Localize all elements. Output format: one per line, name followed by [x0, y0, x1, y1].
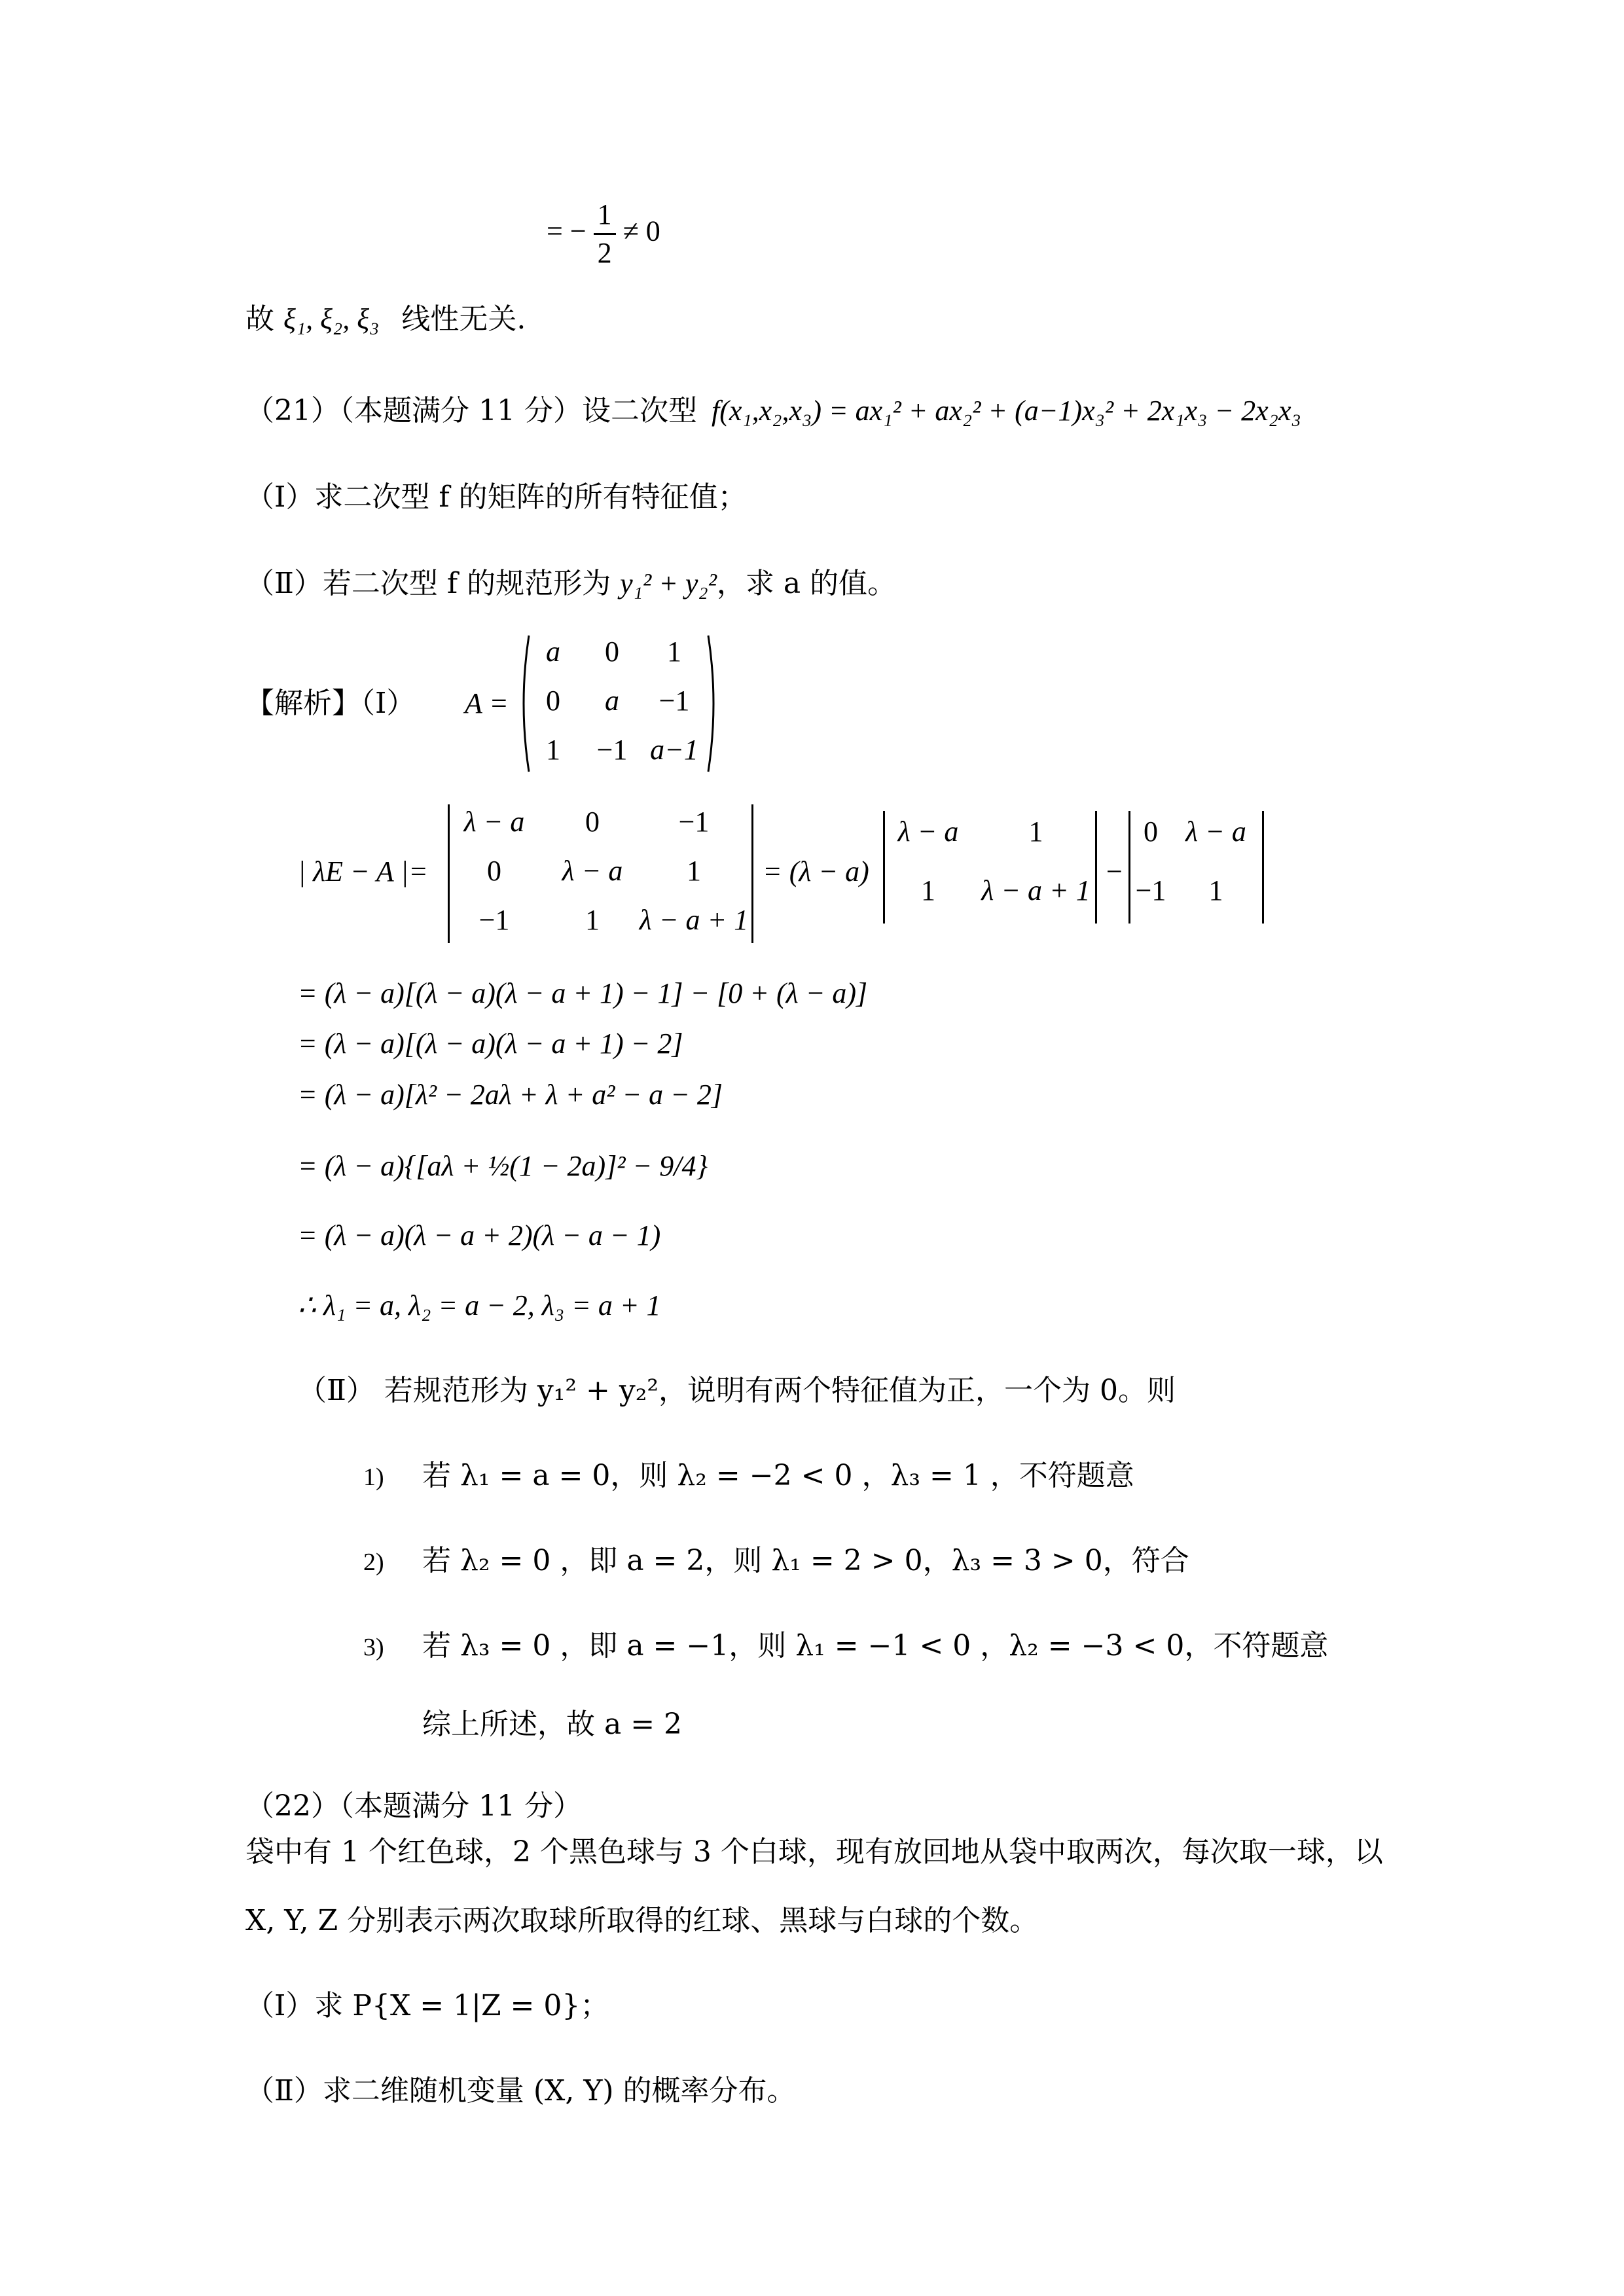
minor1-cell: λ − a + 1 — [981, 874, 1091, 906]
conclusion-vars: ξ₁, ξ₂, ξ₃ — [283, 303, 380, 335]
q22-line1: 袋中有 1 个红色球，2 个黑色球与 3 个白球，现有放回地从袋中取两次，每次取一球，以 — [245, 1835, 1383, 1869]
step-line: = (λ − a)[(λ − a)(λ − a + 1) − 2] — [298, 1028, 683, 1060]
det-cell: λ − a + 1 — [639, 904, 749, 936]
q22-part1: （Ⅰ）求 P{X = 1|Z = 0}； — [245, 1989, 609, 2022]
case-text: 若 λ₂ = 0 ，即 a = 2，则 λ₁ = 2 > 0，λ₃ = 3 > 0，符合 — [422, 1544, 1189, 1577]
minor2-cell: 0 — [1144, 816, 1158, 848]
det-cell: 0 — [487, 855, 501, 887]
minor1-cell: 1 — [921, 874, 935, 906]
part2-intro: （Ⅱ） 若规范形为 y₁² + y₂²，说明有两个特征值为正，一个为 0。则 — [298, 1374, 1176, 1407]
minor-2 — [1126, 808, 1267, 926]
step-line: = (λ − a)[λ² − 2aλ + λ + a² − a − 2] — [298, 1079, 723, 1111]
q21-part2 — [245, 564, 896, 603]
solution-label: 【解析】（Ⅰ） — [245, 687, 416, 720]
q21-formula: f(x₁,x₂,x₃) = ax₁² + ax₂² + (a−1)x₃² + 2x₁x₃ − 2x₂x₃ — [711, 395, 1301, 427]
matrix-A — [517, 632, 720, 776]
minor1-bar-left — [883, 811, 885, 924]
frac-den: 2 — [597, 237, 612, 269]
det-cell: 1 — [687, 855, 701, 887]
q21-part2-prefix: （Ⅱ）若二次型 f 的规范形为 — [245, 567, 611, 600]
matrix-A-cell: a — [546, 636, 560, 668]
case-text: 若 λ₁ = a = 0，则 λ₂ = −2 < 0 ，λ₃ = 1 ，不符题意 — [422, 1459, 1134, 1492]
q21-number: （21） — [245, 394, 340, 427]
det-mid: = (λ − a) — [763, 855, 869, 888]
eq-prefix: = − — [547, 215, 586, 247]
matrix-A-cell: 1 — [667, 636, 681, 668]
case-number: 1) — [363, 1463, 384, 1491]
minor1-bar-right — [1095, 811, 1097, 924]
minor2-cell: −1 — [1135, 874, 1166, 906]
det-minus: − — [1106, 855, 1123, 888]
conclusion-prefix: 故 — [245, 302, 274, 336]
det-cell: −1 — [478, 904, 510, 936]
q21-header-text: （本题满分 11 分）设二次型 — [340, 394, 697, 427]
det-lhs: | λE − A |= — [298, 855, 428, 888]
conclusion-suffix: 线性无关. — [401, 302, 526, 336]
frac-num: 1 — [594, 196, 616, 235]
matrix-A-cell: −1 — [596, 734, 628, 766]
case-item — [363, 1626, 1328, 1667]
case-item — [363, 1541, 1189, 1582]
minor1-cell: 1 — [1028, 816, 1043, 848]
det-matrix — [445, 802, 756, 946]
eigenvalue-result: ∴ λ₁ = a, λ₂ = a − 2, λ₃ = a + 1 — [298, 1289, 661, 1321]
step-line: = (λ − a)(λ − a + 2)(λ − a − 1) — [298, 1219, 661, 1251]
eq-suffix: ≠ 0 — [623, 215, 660, 247]
det-cell: 0 — [585, 806, 600, 838]
matrix-A-cell: −1 — [659, 685, 690, 717]
q21-part2-suffix: ，求 a 的值。 — [716, 567, 897, 600]
q21-part1: （Ⅰ）求二次型 f 的矩阵的所有特征值； — [245, 480, 747, 514]
det-cell: λ − a — [463, 806, 525, 838]
q22-part2: （Ⅱ）求二维随机变量 (X, Y) 的概率分布。 — [245, 2074, 796, 2108]
case-text: 若 λ₃ = 0 ，即 a = −1，则 λ₁ = −1 < 0 ，λ₂ = −3 < 0，不符题意 — [422, 1629, 1329, 1662]
q21-header — [245, 391, 1301, 431]
conclusion-line — [245, 300, 526, 339]
det-cell: 1 — [585, 904, 600, 936]
matrix-name: A = — [465, 687, 509, 719]
det-cell: λ − a — [562, 855, 623, 887]
matrix-A-cell: a — [605, 685, 619, 717]
fraction-one-half — [594, 196, 616, 272]
case-item — [363, 1456, 1134, 1497]
step-line: = (λ − a){[aλ + ½(1 − 2a)]² − 9/4} — [298, 1150, 708, 1182]
step-line: = (λ − a)[(λ − a)(λ − a + 1) − 1] − [0 + (λ − a)] — [298, 977, 868, 1009]
minor2-bar-left — [1128, 811, 1130, 924]
summary-line: 综上所述，故 a = 2 — [422, 1708, 683, 1741]
continuation-equation — [547, 196, 660, 272]
minor1-cell: λ − a — [897, 816, 959, 848]
case-number: 2) — [363, 1549, 384, 1576]
case-number: 3) — [363, 1634, 384, 1661]
minor2-cell: λ − a — [1185, 816, 1246, 848]
minor2-bar-right — [1262, 811, 1264, 924]
det-bar-left — [448, 804, 450, 943]
matrix-A-cell: a−1 — [650, 734, 698, 766]
matrix-A-cell: 1 — [546, 734, 560, 766]
det-cell: −1 — [678, 806, 710, 838]
q21-part2-expr: y₁² + y₂² — [620, 567, 717, 600]
minor-1 — [880, 808, 1100, 926]
q22-line2: X, Y, Z 分别表示两次取球所取得的红球、黑球与白球的个数。 — [245, 1904, 1039, 1937]
q22-header: （22）（本题满分 11 分） — [245, 1789, 582, 1823]
minor2-cell: 1 — [1208, 874, 1223, 906]
matrix-A-cell: 0 — [546, 685, 560, 717]
matrix-A-cell: 0 — [605, 636, 619, 668]
